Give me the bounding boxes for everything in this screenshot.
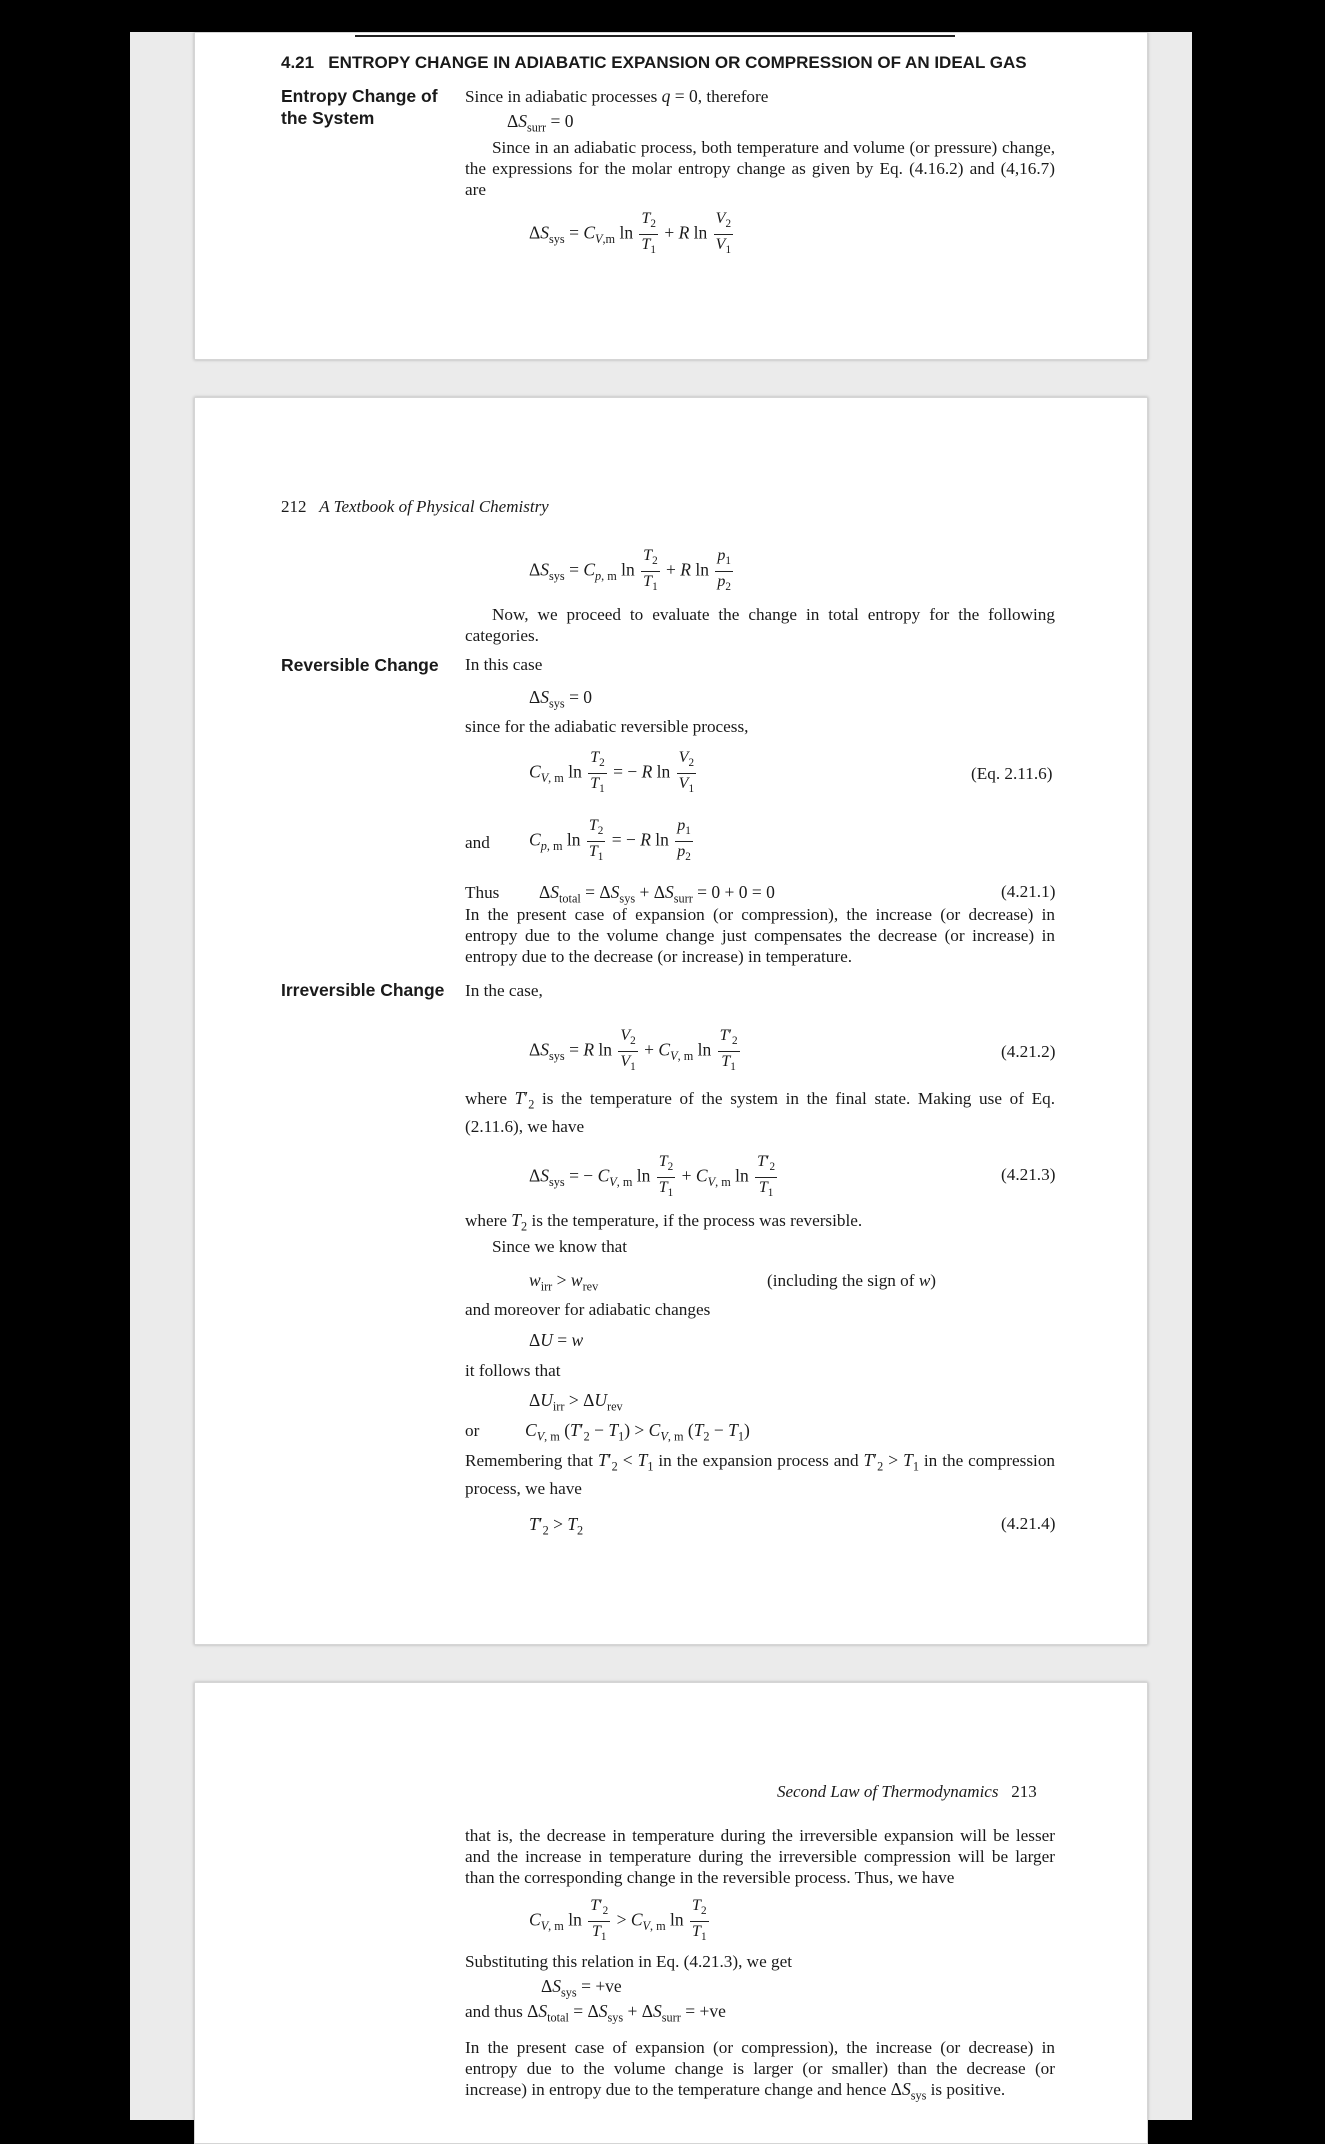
and-thus-line: and thus $\Delta S_{total} = \Delta S_{sys} + \Delta S_{surr} = +ve$ xyxy=(465,2001,726,2025)
remembering-para: Remembering that $T'_2 < T_1$ in the expansion process and $T'_2 > T_1$ in the compression process, we have xyxy=(465,1450,1056,1498)
reversible-change-heading: Reversible Change xyxy=(281,655,439,675)
and-thus-label: and thus xyxy=(465,2002,523,2021)
where-t2-prime-para: where $T'_2$ is the temperature of the system in the final state. Making use of Eq. (2.11.6), we have xyxy=(465,1088,1056,1136)
since-we-know-text: Since we know that xyxy=(492,1237,628,1256)
equation-4-21-2: $\Delta S_{sys} = R$ ln $\frac{V_2}{V_1}$ + $C_{V, m}$ ln $\frac{T'_2}{T_1}$ xyxy=(529,1027,738,1074)
eq-number-4-21-1: (4.21.1) xyxy=(1001,882,1056,901)
where-t2-para: where $T_2$ is the temperature, if the process was reversible. xyxy=(465,1210,863,1234)
where-t2-prime-text: is the temperature of the system in the final state. Making use of Eq. (2.11.6), we have xyxy=(465,1089,1056,1136)
section-title: ENTROPY CHANGE IN ADIABATIC EXPANSION OR COMPRESSION OF AN IDEAL GAS xyxy=(328,53,1027,72)
intro-text: Since in adiabatic processes xyxy=(465,87,658,106)
equation-total-entropy-zero: $\Delta S_{total} = \Delta S_{sys} + \Delta S_{surr} = 0 + 0 = 0$ xyxy=(539,882,775,906)
in-the-case-text: In the case, xyxy=(465,981,543,1000)
top-rule xyxy=(355,35,955,37)
adiabatic-para: Since in an adiabatic process, both temperature and volume (or pressure) change, the expressions for the molar entropy change as given by Eq. (4.16.2) and (4,16.7) are xyxy=(465,138,1055,199)
eq-number-4-21-4: (4.21.4) xyxy=(1001,1514,1056,1533)
thus-label: Thus xyxy=(465,883,500,902)
where-text: where xyxy=(465,1089,507,1108)
intro-line xyxy=(465,86,768,107)
side-heading-line: Entropy Change of xyxy=(281,86,438,106)
page-number: 213 xyxy=(1011,1782,1037,1801)
remembering-text: Remembering that xyxy=(465,1451,594,1470)
since-adiabatic-text: since for the adiabatic reversible process, xyxy=(465,717,749,736)
page-3 xyxy=(194,1682,1148,2144)
where-t2-text: is the temperature, if the process was reversible. xyxy=(531,1211,863,1230)
page-2 xyxy=(194,397,1148,1645)
irreversible-change-heading: Irreversible Change xyxy=(281,980,445,1000)
w-irr-greater-w-rev: $w_{irr} > w_{rev}$ xyxy=(529,1270,599,1294)
substituting-text: Substituting this relation in Eq. (4.21.3), we get xyxy=(465,1952,793,1971)
remembering-text-4: process, we have xyxy=(465,1478,582,1498)
eq-number-4-21-3: (4.21.3) xyxy=(1001,1165,1056,1184)
cv-ln-inequality: $C_{V, m}$ ln $\frac{T'_2}{T_1}$ > $C_{V, m}$ ln $\frac{T_2}{T_1}$ xyxy=(529,1897,707,1944)
cv-inequality: $C_{V, m}$ $(T'_2 - T_1) > C_{V, m}$ $(T_2 - T_1)$ xyxy=(525,1420,750,1444)
delta-s-sys-zero: $\Delta S_{sys} = 0$ xyxy=(529,687,593,711)
section-heading xyxy=(281,53,1027,73)
book-title: A Textbook of Physical Chemistry xyxy=(319,497,549,516)
including-sign-text: (including the sign of xyxy=(767,1271,915,1290)
present-case-para: In the present case of expansion (or compression), the increase (or decrease) in entropy due to the volume change just compensates the decrease (or increase) in entropy due to the decrease (or increase) in temperature. xyxy=(465,905,1055,966)
page-1 xyxy=(194,32,1148,360)
equation-cv-rln: $C_{V, m}$ ln $\frac{T_2}{T_1}$ = − R ln $\frac{V_2}{V_1}$ xyxy=(529,749,695,796)
final-para: In the present case of expansion (or compression), the increase (or decrease) in entropy due to the volume change is larger (or smaller) than the decrease (or increase) in entropy due to the temperature change and hence $\Delta S_{sys}$ is positive. xyxy=(465,2038,1055,2103)
delta-u-irr-greater: $\Delta U_{irr} > \Delta U_{rev}$ xyxy=(529,1390,623,1414)
delta-s-surr-zero: $\Delta S_{surr} = 0$ xyxy=(507,111,574,135)
in-this-case-text: In this case xyxy=(465,655,543,674)
eq-number-4-21-2: (4.21.2) xyxy=(1001,1042,1056,1061)
running-header-213 xyxy=(777,1782,1037,1802)
or-label: or xyxy=(465,1421,480,1440)
intro-text-tail: , therefore xyxy=(697,87,769,106)
proceed-para: Now, we proceed to evaluate the change in total entropy for the following categories. xyxy=(465,605,1055,645)
equation-delta-s-sys-cp: $\Delta S_{sys} = C_{p, m}$ ln $\frac{T_2}{T_1}$ + R ln $\frac{p_1}{p_2}$ xyxy=(529,547,731,594)
eq-number-2-11-6: (Eq. 2.11.6) xyxy=(971,764,1053,783)
including-sign-close: ) xyxy=(930,1271,937,1290)
final-para-text: In the present case of expansion (or compression), the increase (or decrease) in entropy due to the volume change is larger (or smaller) than the decrease (or increase) in entropy due to the temperature change and hence xyxy=(465,2038,1055,2099)
delta-u-equals-w: ΔU = w xyxy=(529,1330,584,1350)
equation-4-21-3: $\Delta S_{sys}$ = − $C_{V, m}$ ln $\frac{T_2}{T_1}$ + $C_{V, m}$ ln $\frac{T'_2}{T_1}$ xyxy=(529,1153,776,1200)
section-number: 4.21 xyxy=(281,53,315,72)
t2-prime-greater-t2: $T'_2 > T_2$ xyxy=(529,1514,584,1538)
page-number: 212 xyxy=(281,497,307,516)
side-heading-entropy-system xyxy=(281,85,438,129)
where-text: where xyxy=(465,1211,507,1230)
delta-s-sys-positive: $\Delta S_{sys} = +ve$ xyxy=(541,1976,622,2000)
including-sign-note: (including the sign of w) xyxy=(767,1271,937,1290)
equation-delta-s-sys-cv: $\Delta S_{sys} = C_{V,m}$ ln $\frac{T_2}{T_1}$ + R ln $\frac{V_2}{V_1}$ xyxy=(529,210,732,257)
moreover-text: and moreover for adiabatic changes xyxy=(465,1300,711,1319)
side-heading-line: the System xyxy=(281,108,375,128)
q-equals-zero: q = 0 xyxy=(661,86,698,106)
running-header-212 xyxy=(281,497,549,517)
final-para-tail: is positive. xyxy=(930,2080,1006,2099)
positive-label: +ve xyxy=(595,1976,622,1996)
chapter-title: Second Law of Thermodynamics xyxy=(777,1782,999,1801)
follows-text: it follows that xyxy=(465,1361,561,1380)
remembering-text-2: in the expansion process and xyxy=(658,1451,859,1470)
equation-cp-rln: $C_{p, m}$ ln $\frac{T_2}{T_1}$ = − R ln $\frac{p_1}{p_2}$ xyxy=(529,817,691,864)
and-label: and xyxy=(465,833,490,852)
that-is-para: that is, the decrease in temperature during the irreversible expansion will be lesser and the increase in temperature during the irreversible compression will be larger than the corresponding change in the reversible process. Thus, we have xyxy=(465,1826,1055,1887)
remembering-text-3: in the compression xyxy=(923,1451,1056,1470)
